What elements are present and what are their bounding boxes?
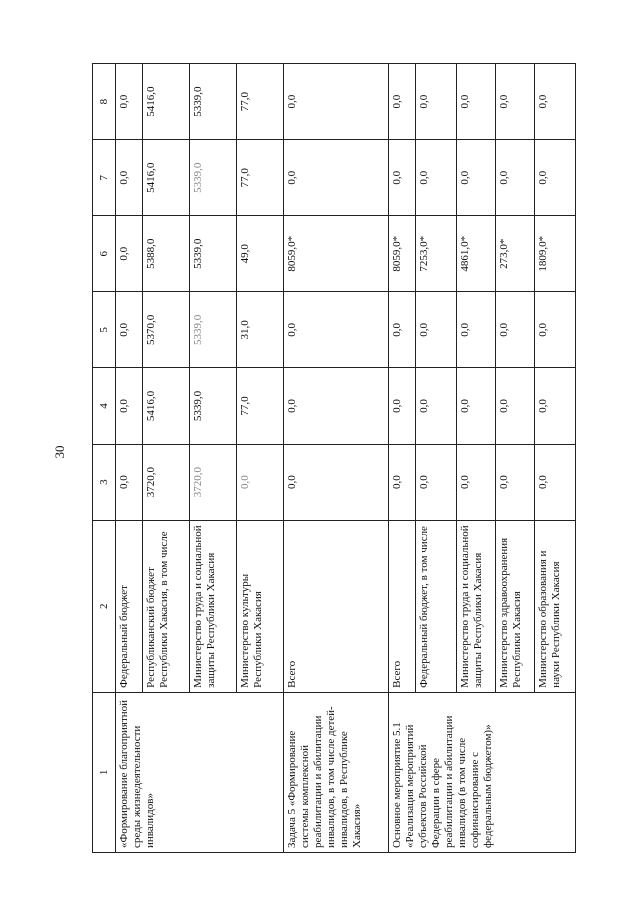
value-cell: 0,0 (284, 368, 389, 444)
value-cell: 77,0 (237, 64, 284, 140)
value-cell: 0,0 (535, 64, 576, 140)
funding-source: Федеральный бюджет, в том числе (416, 520, 457, 692)
value-cell: 8059,0* (284, 216, 389, 292)
funding-source: Министерство труда и социальной защиты Республики Хакасия (457, 520, 496, 692)
header-cell: 4 (93, 368, 116, 444)
value-cell: 0,0 (416, 292, 457, 368)
value-cell: 0,0 (116, 444, 143, 520)
value-cell: 0,0 (116, 292, 143, 368)
value-cell: 4861,0* (457, 216, 496, 292)
table-row (389, 64, 416, 853)
value-cell: 0,0 (496, 140, 535, 216)
funding-source: Федеральный бюджет (116, 520, 143, 692)
value-cell: 0,0 (416, 444, 457, 520)
value-cell: 31,0 (237, 292, 284, 368)
value-cell: 5388,0 (143, 216, 190, 292)
value-cell: 0,0 (496, 368, 535, 444)
funding-source: Министерство культуры Республики Хакасия (237, 520, 284, 692)
value-cell: 0,0 (416, 64, 457, 140)
page-number: 30 (52, 445, 67, 459)
value-cell: 0,0 (116, 368, 143, 444)
value-cell: 0,0 (535, 140, 576, 216)
value-cell: 0,0 (457, 368, 496, 444)
funding-source: Всего (284, 520, 389, 692)
value-cell: 0,0 (416, 368, 457, 444)
header-cell: 8 (93, 64, 116, 140)
budget-table-rotated (92, 63, 562, 853)
value-cell: 77,0 (237, 140, 284, 216)
value-cell: 0,0 (116, 140, 143, 216)
value-cell: 0,0 (496, 444, 535, 520)
value-cell: 3720,0 (190, 444, 237, 520)
value-cell: 0,0 (389, 444, 416, 520)
program-label: «Формирование благоприятной среды жизнедеятельности инвалидов» (116, 692, 284, 852)
budget-table (92, 63, 576, 853)
value-cell: 5416,0 (143, 64, 190, 140)
header-cell: 6 (93, 216, 116, 292)
value-cell: 5339,0 (190, 216, 237, 292)
value-cell: 0,0 (535, 292, 576, 368)
value-cell: 0,0 (389, 140, 416, 216)
funding-source: Республиканский бюджет Республики Хакасия, в том числе (143, 520, 190, 692)
value-cell: 0,0 (389, 292, 416, 368)
value-cell: 5416,0 (143, 140, 190, 216)
value-cell: 0,0 (237, 444, 284, 520)
header-cell: 2 (93, 520, 116, 692)
value-cell: 0,0 (496, 292, 535, 368)
value-cell: 0,0 (535, 368, 576, 444)
value-cell: 0,0 (389, 368, 416, 444)
header-cell: 1 (93, 692, 116, 852)
header-cell: 7 (93, 140, 116, 216)
value-cell: 0,0 (284, 64, 389, 140)
table-row (116, 64, 143, 853)
value-cell: 77,0 (237, 368, 284, 444)
funding-source: Министерство здравоохранения Республики Хакасия (496, 520, 535, 692)
value-cell: 0,0 (284, 140, 389, 216)
value-cell: 0,0 (457, 292, 496, 368)
value-cell: 0,0 (389, 64, 416, 140)
value-cell: 0,0 (416, 140, 457, 216)
value-cell: 5416,0 (143, 368, 190, 444)
task-label: Задача 5 «Формирование системы комплексной реабилитации и абилитации инвалидов, в том числе детей-инвалидов, в Республике Хакасия» (284, 692, 389, 852)
value-cell: 0,0 (284, 292, 389, 368)
header-cell: 5 (93, 292, 116, 368)
funding-source: Министерство образования и науки Республики Хакасия (535, 520, 576, 692)
value-cell: 5370,0 (143, 292, 190, 368)
funding-source: Всего (389, 520, 416, 692)
value-cell: 0,0 (116, 64, 143, 140)
value-cell: 0,0 (496, 64, 535, 140)
value-cell: 5339,0 (190, 292, 237, 368)
value-cell: 0,0 (457, 64, 496, 140)
funding-source: Министерство труда и социальной защиты Республики Хакасия (190, 520, 237, 692)
value-cell: 7253,0* (416, 216, 457, 292)
value-cell: 5339,0 (190, 368, 237, 444)
value-cell: 49,0 (237, 216, 284, 292)
value-cell: 0,0 (284, 444, 389, 520)
header-cell: 3 (93, 444, 116, 520)
value-cell: 0,0 (116, 216, 143, 292)
value-cell: 5339,0 (190, 140, 237, 216)
value-cell: 8059,0* (389, 216, 416, 292)
value-cell: 273,0* (496, 216, 535, 292)
measure-label: Основное мероприятие 5.1 «Реализация мероприятий субъектов Российской Федерации в сфере реабилитации и абилитации инвалидов (в том числе софинансирование с федеральным бюджетом)» (389, 692, 576, 852)
value-cell: 0,0 (535, 444, 576, 520)
value-cell: 1809,0* (535, 216, 576, 292)
value-cell: 0,0 (457, 140, 496, 216)
value-cell: 5339,0 (190, 64, 237, 140)
table-row (284, 64, 389, 853)
header-row (93, 64, 116, 853)
value-cell: 0,0 (457, 444, 496, 520)
value-cell: 3720,0 (143, 444, 190, 520)
